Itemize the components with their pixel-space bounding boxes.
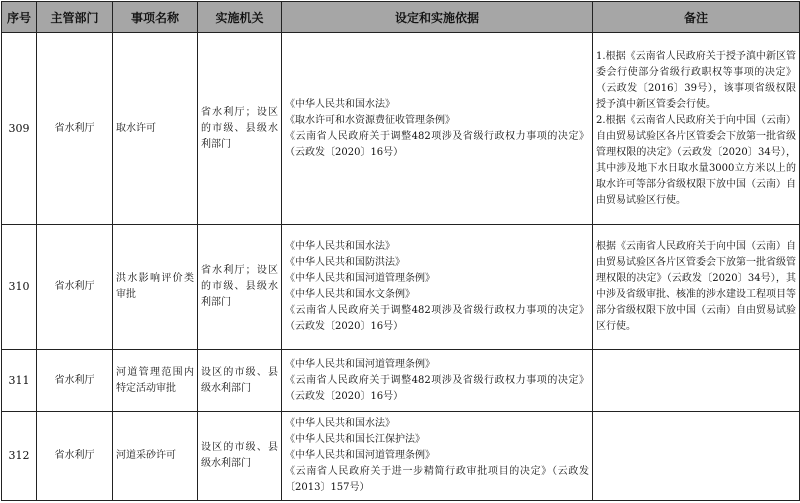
basis-line: 《云南省人民政府关于进一步精简行政审批项目的决定》（云政发〔2013〕157号）	[285, 466, 589, 493]
basis-line: 《中华人民共和国水法》	[285, 241, 395, 252]
row-agency-text: 设区的市级、县级水利部门	[201, 442, 278, 469]
permission-table	[1, 1, 800, 501]
row-item	[113, 33, 198, 225]
table-row	[2, 225, 800, 350]
header-agency: 实施机关	[198, 2, 282, 33]
row-number: 311	[2, 350, 37, 412]
table-row	[2, 412, 800, 501]
row-item-text: 河道采砂许可	[116, 450, 176, 461]
row-dept: 省水利厅	[37, 412, 113, 501]
basis-line: 《云南省人民政府关于调整482项涉及省级行政权力事项的决定》（云政发〔2020〕16号）	[285, 374, 589, 402]
row-agency-text: 省水利厅；设区的市级、县级水利部门	[201, 265, 278, 308]
row-basis	[282, 225, 593, 350]
basis-line: 《取水许可和水资源费征收管理条例》	[285, 114, 455, 126]
row-remark	[593, 33, 800, 225]
row-basis	[282, 412, 593, 501]
header-no: 序号	[2, 2, 37, 33]
table-row	[2, 33, 800, 225]
row-dept: 省水利厅	[37, 33, 113, 225]
row-item	[113, 225, 198, 350]
row-agency	[198, 412, 282, 501]
row-agency	[198, 225, 282, 350]
row-dept: 省水利厅	[37, 350, 113, 412]
row-number: 309	[2, 33, 37, 225]
row-agency	[198, 33, 282, 225]
basis-line: 《中华人民共和国水法》	[285, 418, 395, 429]
header-row	[2, 2, 800, 33]
row-item	[113, 350, 198, 412]
basis-line: 《中华人民共和国河道管理条例》	[285, 358, 435, 370]
row-number: 310	[2, 225, 37, 350]
row-remark	[593, 225, 800, 350]
basis-line: 《中华人民共和国防洪法》	[285, 257, 405, 268]
basis-line: 《中华人民共和国河道管理条例》	[285, 450, 435, 461]
row-item-text: 河道管理范围内特定活动审批	[116, 366, 194, 394]
row-basis	[282, 33, 593, 225]
remark-line: 根据《云南省人民政府关于向中国（云南）自由贸易试验区各片区管委会下放第一批省级管理权限的决定》（云政发〔2020〕34号），其中涉及省级审批、核准的涉水建设工程项目等部分省级权限下放中国（云南）自由贸易试验区行使。	[596, 241, 796, 332]
remark-line: 1.根据《云南省人民政府关于授予滇中新区管委会行使部分省级行政职权等事项的决定》（云政发〔2016〕39号），该事项省级权限授予滇中新区管委会行使。	[596, 50, 796, 110]
basis-line: 《云南省人民政府关于调整482项涉及省级行政权力事项的决定》（云政发〔2020〕16号）	[285, 305, 589, 332]
row-item	[113, 412, 198, 501]
header-item: 事项名称	[113, 2, 198, 33]
basis-line: 《中华人民共和国水法》	[285, 98, 395, 110]
row-agency-text: 设区的市级、县级水利部门	[201, 366, 278, 394]
header-dept: 主管部门	[37, 2, 113, 33]
row-item-text: 洪水影响评价类审批	[116, 273, 194, 300]
basis-line: 《中华人民共和国水文条例》	[285, 289, 415, 300]
row-agency-text: 省水利厅；设区的市级、县级水利部门	[201, 106, 278, 150]
remark-line: 2.根据《云南省人民政府关于向中国（云南）自由贸易试验区各片区管委会下放第一批省级管理权限的决定》（云政发〔2020〕34号），其中涉及地下水日取水量3000立方米以上的取水许可等部分省级权限下放中国（云南）自由贸易试验区行使。	[596, 114, 796, 206]
row-basis	[282, 350, 593, 412]
header-basis: 设定和实施依据	[282, 2, 593, 33]
row-number: 312	[2, 412, 37, 501]
row-item-text: 取水许可	[116, 122, 156, 134]
header-remark: 备注	[593, 2, 800, 33]
row-remark	[593, 412, 800, 501]
basis-line: 《中华人民共和国河道管理条例》	[285, 273, 435, 284]
row-remark	[593, 350, 800, 412]
basis-line: 《云南省人民政府关于调整482项涉及省级行政权力事项的决定》（云政发〔2020〕16号）	[285, 130, 589, 158]
row-dept: 省水利厅	[37, 225, 113, 350]
table-row	[2, 350, 800, 412]
basis-line: 《中华人民共和国长江保护法》	[285, 434, 425, 445]
row-agency	[198, 350, 282, 412]
